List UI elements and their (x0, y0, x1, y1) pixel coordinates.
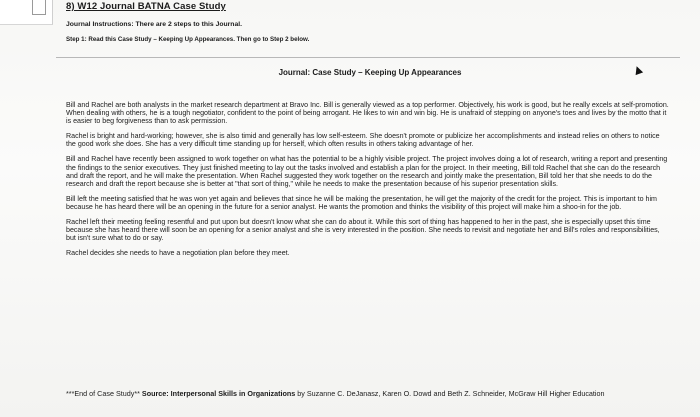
paragraph: Bill and Rachel have recently been assigned to work together on what has the potential to be a highly visible project. The project involves doing a lot of research, writing a report and presenting the findings to the senior executives. They just finished meeting to lay out the tasks involved and establish a plan for the project. In their meeting, Bill told Rachel that she can do the research and draft the report, and he will make the presentation. When Rachel suggested they work together on the research and jointly make the presentation, Bill told her that she needs to do the research and draft the report because she is better at "that sort of thing," while he needs to make the presentation because of his superior presentation skills. (66, 155, 668, 188)
case-study-body (66, 101, 670, 264)
paragraph: Bill left the meeting satisfied that he was won yet again and believes that since he will be making the presentation, he will get the majority of the credit for the project. This is important to him because he has heard there will be an opening in the future for a senior analyst. He wants the promotion and thinks the visibility of this project will make him a shoo-in for the job. (66, 194, 657, 211)
source-label: Source: Interpersonal Skills in Organizations (141, 389, 296, 398)
paragraph: Rachel decides she needs to have a negotiation plan before they meet. (66, 249, 290, 258)
paragraph: Rachel left their meeting feeling resentful and put upon but doesn't know what she can do about it. While this sort of thing has happened to her in the past, she is especially upset this time because she has heard there will soon be an opening for a senior analyst and she is very interested in the position. She needs to revisit and negotiate her and Bill's roles and responsibilities, but isn't sure what to do or say. (66, 218, 660, 243)
step-1-instructions: Step 1: Read this Case Study – Keeping Up Appearances. Then go to Step 2 below. (66, 36, 310, 43)
end-marker: ***End of Case Study** (66, 389, 140, 398)
source-details: by Suzanne C. DeJanasz, Karen O. Dowd and Beth Z. Schneider, McGraw Hill Higher Education (297, 389, 605, 398)
paragraph: Rachel is bright and hard-working; however, she is also timid and generally has low self-esteem. She doesn't promote or publicize her accomplishments and instead relies on others to notice the good work she does. She has a very difficult time standing up for herself, which often results in others taking advantage of her. (66, 132, 660, 149)
source-citation (66, 389, 676, 398)
journal-header (66, 1, 690, 43)
page-title: 8) W12 Journal BATNA Case Study (66, 1, 226, 12)
checkbox[interactable] (32, 0, 46, 15)
paragraph: Bill and Rachel are both analysts in the market research department at Bravo Inc. Bill is generally viewed as a top performer. Objectively, his work is good, but he really excels at self-promotion. When dealing with others, he is a tough negotiator, confident to the point of being arrogant. He likes to win and win big. He is unafraid of stepping on anyone's toes and lives by the motto that it is easier to beg forgiveness than to ask permission. (66, 101, 669, 126)
journal-instructions: Journal Instructions: There are 2 steps to this Journal. (66, 21, 243, 28)
journal-title: Journal: Case Study – Keeping Up Appearances (278, 68, 462, 77)
section-divider (56, 57, 680, 58)
